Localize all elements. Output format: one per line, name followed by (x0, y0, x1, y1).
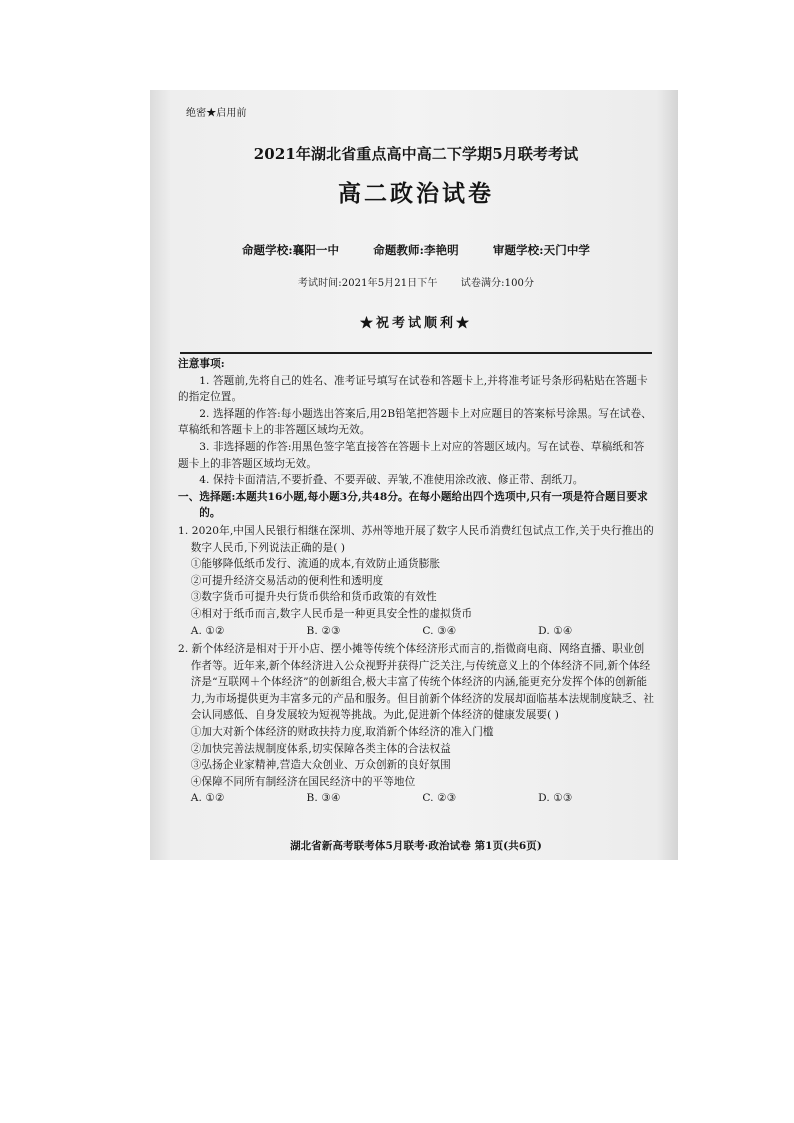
question-option: ③弘扬企业家精神,营造大众创业、万众创新的良好氛围 (190, 759, 451, 772)
choice-d: D. ①④ (538, 624, 573, 637)
exam-title: 2021年湖北省重点高中高二下学期5月联考考试 (253, 145, 579, 163)
exam-info-line (178, 276, 654, 293)
exam-body (178, 356, 654, 809)
question-stem: 2. 新个体经济是相对于开小店、摆小摊等传统个体经济形式而言的,指微商电商、网络直播、职业创作者等。近年来,新个体经济进入公众视野并获得广泛关注,与传统意义上的个体经济不同,新个体经济是“互联网＋个体经济”的创新组合,极大丰富了传统个体经济的内涵,能更充分发挥个体的创新能力,为市场提供更为丰富多元的产品和服务。但目前新个体经济的发展却面临基本法规制度缺乏、社会认同感低、自身发展较为短视等挑战。为此,促进新个体经济的健康发展要( ) (178, 643, 655, 722)
question-option: ④相对于纸币而言,数字人民币是一种更具安全性的虚拟货币 (190, 607, 473, 620)
question-option: ②加快完善法规制度体系,切实保障各类主体的合法权益 (190, 742, 451, 755)
choice-a: A. ①② (190, 624, 225, 637)
choice-b: B. ②③ (306, 624, 341, 637)
paper-subtitle: 高二政治试卷 (338, 180, 494, 207)
notice-item: 2. 选择题的作答:每小题选出答案后,用2B铅笔把答题卡上对应题目的答案标号涂黑。写在试卷、草稿纸和答题卡上的非答题区域均无效。 (178, 407, 652, 437)
question-stem: 1. 2020年,中国人民银行相继在深圳、苏州等地开展了数字人民币消费红包试点工作,关于央行推出的数字人民币,下列说法正确的是( ) (178, 524, 654, 554)
answer-choices (178, 790, 654, 807)
choice-d: D. ①③ (538, 792, 573, 805)
setting-teacher: 命题教师:李艳明 (373, 243, 459, 257)
choice-b: B. ③④ (306, 792, 341, 805)
question-option: ①加大对新个体经济的财政扶持力度,取消新个体经济的准入门槛 (190, 726, 494, 739)
blessing-banner: ★祝考试顺利★ (359, 316, 472, 331)
choice-c: C. ②③ (422, 792, 457, 805)
setting-school: 命题学校:襄阳一中 (241, 243, 340, 257)
question-option: ②可提升经济交易活动的便利性和透明度 (190, 574, 384, 587)
header-divider (180, 352, 652, 354)
question-option: ④保障不同所有制经济在国民经济中的平等地位 (190, 775, 416, 788)
review-school: 审题学校:天门中学 (492, 243, 591, 257)
page-footer: 湖北省新高考联考体5月联考·政治试卷 第1页(共6页) (290, 840, 542, 852)
confidential-mark: 绝密★启用前 (186, 108, 247, 119)
author-line (178, 242, 654, 259)
choice-a: A. ①② (190, 792, 225, 805)
answer-choices (178, 623, 654, 640)
choice-c: C. ③④ (422, 624, 457, 637)
question-2 (178, 641, 654, 807)
question-option: ③数字货币可提升央行货币供给和货币政策的有效性 (190, 591, 437, 604)
notice-item: 3. 非选择题的作答:用黑色签字笔直接答在答题卡上对应的答题区域内。写在试卷、草稿纸和答题卡上的非答题区域均无效。 (178, 440, 645, 470)
question-1 (178, 523, 654, 639)
full-score: 试卷满分:100分 (460, 278, 535, 289)
notice-heading: 注意事项: (178, 358, 225, 370)
notice-item: 4. 保持卡面清洁,不要折叠、不要弄破、弄皱,不准使用涂改液、修正带、刮纸刀。 (199, 474, 584, 487)
section-heading: 一、选择题:本题共16小题,每小题3分,共48分。在每小题给出四个选项中,只有一项是符合题目要求的。 (178, 490, 648, 520)
exam-time: 考试时间:2021年5月21日下午 (297, 278, 438, 289)
notice-item: 1. 答题前,先将自己的姓名、准考证号填写在试卷和答题卡上,并将准考证号条形码粘贴在答题卡的指定位置。 (178, 374, 648, 404)
question-option: ①能够降低纸币发行、流通的成本,有效防止通货膨胀 (190, 558, 441, 571)
